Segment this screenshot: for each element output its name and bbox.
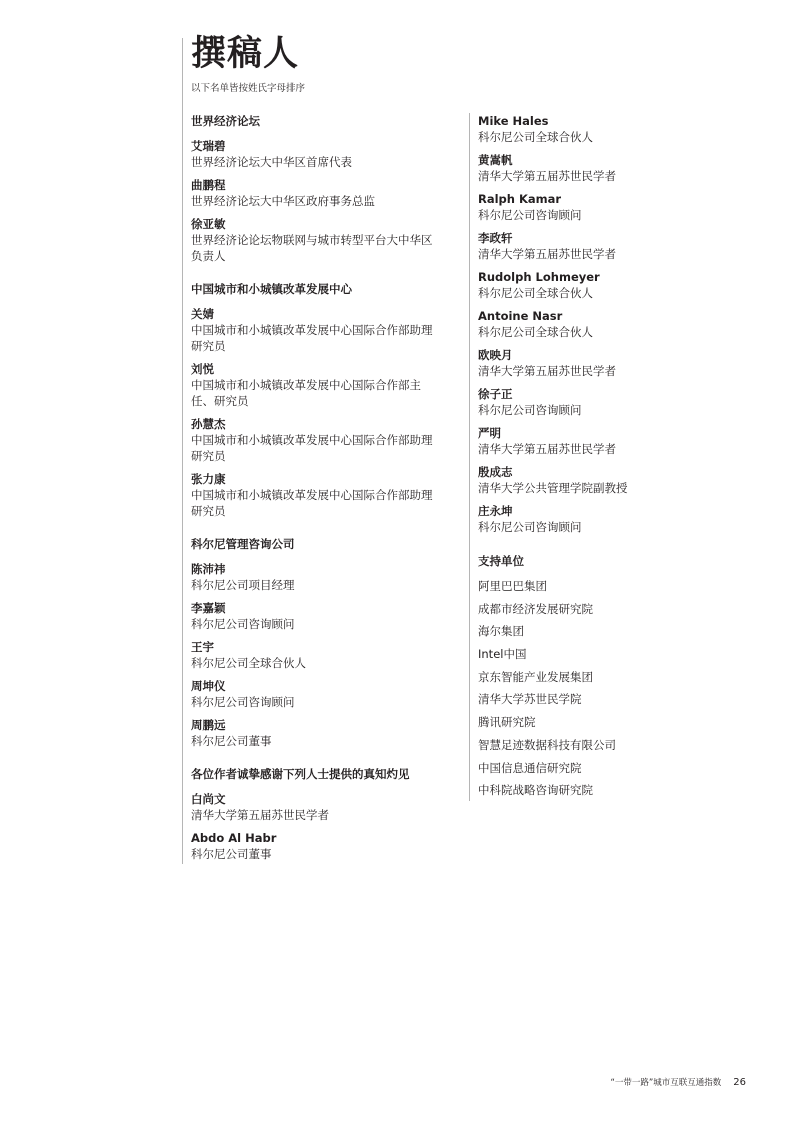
contributor-entry [191,639,453,671]
contributor-entry [478,191,748,223]
contributor-role: 研究员 [191,504,226,518]
contributor-entry [478,464,748,496]
contributor-role: 世界经济论坛大中华区政府事务总监 [191,194,375,208]
contributors-right-column [478,113,748,805]
contributor-name: 周坤仪 [191,679,226,693]
contributor-role: 任、研究员 [191,394,249,408]
contributor-name: 王宇 [191,640,214,654]
section-heading: 科尔尼管理咨询公司 [191,537,295,551]
contributor-role: 科尔尼公司咨询顾问 [478,403,582,417]
supporter-org: 中科院战略咨询研究院 [478,783,593,798]
contributor-entry [478,308,748,340]
contributor-name: 孙慧杰 [191,417,226,431]
contributor-name: 周鹏远 [191,718,226,732]
contributor-entry [191,717,453,749]
contributor-entry [478,269,748,301]
contributor-role: 科尔尼公司全球合伙人 [191,656,306,670]
page-number: 26 [733,1077,746,1088]
contributor-role: 科尔尼公司项目经理 [191,578,295,592]
contributor-role: 清华大学公共管理学院副教授 [478,481,628,495]
contributor-role: 清华大学第五届苏世民学者 [478,442,616,456]
contributor-name: 刘悦 [191,362,214,376]
divider-left [182,38,183,864]
contributor-entry [478,347,748,379]
contributor-entry [478,386,748,418]
contributor-role: 中国城市和小城镇改革发展中心国际合作部助理 [191,433,433,447]
contributor-entry [191,138,453,170]
contributor-name: Abdo Al Habr [191,831,277,845]
contributor-entry [191,306,453,354]
supporter-org: 京东智能产业发展集团 [478,669,593,684]
contributor-entry [191,678,453,710]
contributor-role: 科尔尼公司咨询顾问 [478,520,582,534]
supporter-org: 阿里巴巴集团 [478,579,547,593]
contributor-name: 严明 [478,426,501,440]
contributor-name: Mike Hales [478,114,549,128]
contributor-name: Rudolph Lohmeyer [478,270,600,284]
contributor-role: 清华大学第五届苏世民学者 [478,247,616,261]
divider-right [469,113,470,801]
contributor-entry [191,791,453,823]
contributor-role: 科尔尼公司全球合伙人 [478,325,593,339]
contributor-entry [191,830,453,862]
contributor-name: 黄嵩帆 [478,153,513,167]
contributors-left-column [191,113,453,869]
contributor-entry [478,230,748,262]
contributor-role: 清华大学第五届苏世民学者 [191,808,329,822]
contributor-role: 研究员 [191,449,226,463]
contributor-role: 科尔尼公司全球合伙人 [478,286,593,300]
contributor-role: 中国城市和小城镇改革发展中心国际合作部主 [191,378,421,392]
contributor-name: 关婧 [191,307,214,321]
section-heading: 世界经济论坛 [191,114,260,128]
contributor-entry [191,600,453,632]
page-footer [610,1077,746,1089]
contributor-role: 中国城市和小城镇改革发展中心国际合作部助理 [191,323,433,337]
contributor-name: Ralph Kamar [478,192,562,206]
contributor-entry [191,471,453,519]
contributor-name: 欧映月 [478,348,513,362]
contributor-entry [191,361,453,409]
supporter-org: 智慧足迹数据科技有限公司 [478,737,616,752]
supporter-org: Intel中国 [478,647,527,662]
contributor-role: 世界经济论论坛物联网与城市转型平台大中华区 [191,233,433,247]
contributor-name: 白尚文 [191,792,226,806]
section-heading: 各位作者诚挚感谢下列人士提供的真知灼见 [191,767,410,781]
supporter-org: 成都市经济发展研究院 [478,601,593,616]
contributor-entry [191,561,453,593]
section-heading: 中国城市和小城镇改革发展中心 [191,282,352,296]
contributor-role: 科尔尼公司咨询顾问 [191,617,295,631]
contributor-role: 世界经济论坛大中华区首席代表 [191,155,352,169]
contributor-name: 徐亚敏 [191,217,226,231]
contributor-name: 艾瑞碧 [191,139,226,153]
supporter-org: 海尔集团 [478,624,524,639]
contributor-entry [478,425,748,457]
contributor-entry [191,416,453,464]
contributor-entry [191,177,453,209]
contributor-name: 李嘉颖 [191,601,226,615]
contributor-role: 科尔尼公司咨询顾问 [478,208,582,222]
contributor-role: 清华大学第五届苏世民学者 [478,364,616,378]
right-people-list [478,113,748,535]
contributor-entry [191,216,453,264]
contributor-name: 李政轩 [478,231,513,245]
contributor-entry [478,113,748,145]
contributor-role: 清华大学第五届苏世民学者 [478,169,616,183]
contributor-name: 陈沛祎 [191,562,226,576]
contributor-role: 科尔尼公司董事 [191,734,272,748]
supporter-org: 清华大学苏世民学院 [478,692,582,707]
contributor-name: 张力康 [191,472,226,486]
contributor-name: Antoine Nasr [478,309,563,323]
contributor-role: 科尔尼公司董事 [191,847,272,861]
contributor-role: 负责人 [191,249,226,263]
supporters-list [478,578,748,798]
contributor-name: 徐子正 [478,387,513,401]
supporter-org: 腾讯研究院 [478,715,536,730]
page-title: 撰稿人 [191,34,300,74]
contributor-role: 中国城市和小城镇改革发展中心国际合作部助理 [191,488,433,502]
contributor-role: 科尔尼公司全球合伙人 [478,130,593,144]
page-subtitle: 以下名单皆按姓氏字母排序 [191,83,306,94]
supporters-heading: 支持单位 [478,554,524,568]
footer-report-title: “一带一路”城市互联互通指数 [610,1078,722,1088]
contributor-role: 科尔尼公司咨询顾问 [191,695,295,709]
contributor-name: 庄永坤 [478,504,513,518]
contributor-name: 殷成志 [478,465,513,479]
contributor-role: 研究员 [191,339,226,353]
supporter-org: 中国信息通信研究院 [478,760,582,775]
contributor-entry [478,152,748,184]
contributor-entry [478,503,748,535]
contributor-name: 曲鹏程 [191,178,226,192]
